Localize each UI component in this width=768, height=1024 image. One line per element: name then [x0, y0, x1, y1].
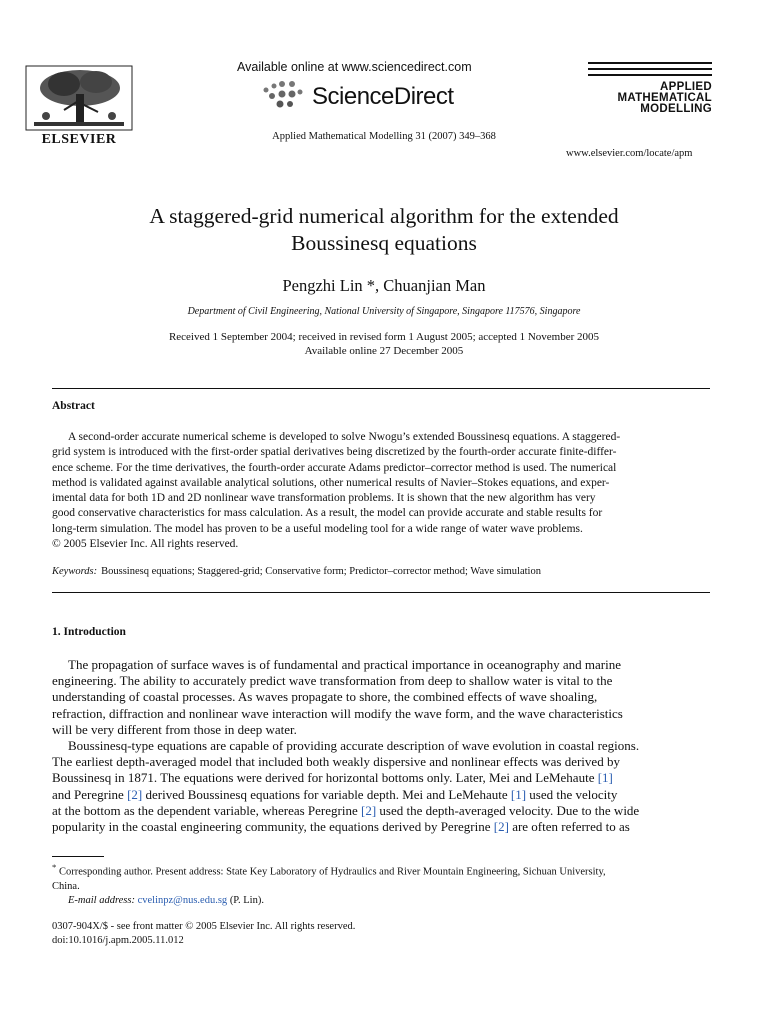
divider	[52, 592, 710, 593]
authors: Pengzhi Lin *, Chuanjian Man	[282, 276, 486, 295]
journal-logo	[588, 60, 712, 120]
copyright-line: © 2005 Elsevier Inc. All rights reserved.	[52, 538, 239, 551]
abstract-line: grid system is introduced with the first-order spatial derivatives being discretized by the fourth-order accurate finite-differ-	[52, 446, 617, 459]
abstract-line: method is validated against available analytical solutions, other numerical results of Navier–Stokes equations, and exper-	[52, 476, 610, 489]
received-dates: Received 1 September 2004; received in revised form 1 August 2005; accepted 1 November 2005	[168, 331, 600, 343]
doi-line[interactable]: doi:10.1016/j.apm.2005.11.012	[52, 935, 184, 946]
article-title	[60, 203, 708, 257]
keywords-list: Boussinesq equations; Staggered-grid; Conservative form; Predictor–corrector method; Wave simulation	[101, 566, 541, 577]
text-line: The propagation of surface waves is of fundamental and practical importance in oceanography and marine	[68, 657, 621, 672]
section-heading: 1. Introduction	[52, 626, 126, 638]
divider	[52, 388, 710, 389]
affiliation: Department of Civil Engineering, National University of Singapore, Singapore 117576, Singapore	[187, 306, 581, 317]
journal-logo-text	[617, 82, 712, 115]
footnote-text	[52, 860, 710, 880]
text-line	[52, 803, 710, 819]
available-online-text[interactable]: Available online at www.sciencedirect.com	[237, 60, 472, 74]
publisher-name: ELSEVIER	[41, 132, 117, 147]
text-line: engineering. The ability to accurately predict wave transformation from deep to shallow water is vital to the	[52, 673, 613, 689]
journal-logo-line: APPLIED	[660, 81, 712, 93]
journal-url[interactable]: www.elsevier.com/locate/apm	[566, 148, 693, 159]
citation-link[interactable]: [1]	[510, 786, 527, 802]
title-line: Boussinesq equations	[291, 231, 477, 255]
footnote-line: Corresponding author. Present address: State Key Laboratory of Hydraulics and River Mountain Engineering, Sichuan University,	[59, 866, 606, 878]
text-span: Boussinesq in 1871. The equations were derived for horizontal bottoms only. Later, Mei and LeMehaute	[52, 770, 595, 786]
citation-link[interactable]: [2]	[493, 819, 509, 835]
abstract-line: A second-order accurate numerical scheme is developed to solve Nwogu’s extended Boussinesq equations. A staggered-	[68, 431, 621, 443]
email-link[interactable]: cvelinpz@nus.edu.sg	[137, 894, 228, 906]
journal-logo-line: MATHEMATICAL	[617, 92, 712, 104]
text-span: derived Boussinesq equations for variable depth. Mei and LeMehaute	[145, 786, 508, 802]
footnote-divider	[52, 856, 104, 857]
sciencedirect-dots-icon	[260, 80, 310, 114]
text-line: refraction, diffraction and nonlinear wave interaction will modify the wave form, and the wave characteristics	[52, 705, 623, 721]
footnote-marker: *	[52, 862, 57, 872]
keywords-label: Keywords:	[52, 566, 98, 577]
abstract-line: ence scheme. For the time derivatives, the fourth-order accurate Adams predictor–corrector method is used. The numerical	[52, 461, 617, 474]
text-line	[52, 787, 710, 803]
text-line: will be very different from those in deep water.	[52, 721, 297, 737]
available-date: Available online 27 December 2005	[304, 345, 464, 357]
text-span: popularity in the coastal engineering community, the equations derived by Peregrine	[52, 819, 491, 835]
text-span: used the velocity	[529, 786, 618, 802]
page-footer	[52, 920, 355, 948]
citation-link[interactable]: [1]	[597, 770, 613, 786]
article-dates	[0, 330, 768, 358]
text-line	[52, 770, 710, 786]
email-line	[52, 894, 710, 908]
title-line: A staggered-grid numerical algorithm for the extended	[149, 204, 619, 228]
elsevier-tree-icon	[24, 64, 134, 132]
sciencedirect-logo[interactable]	[260, 80, 460, 116]
abstract-line: imental data for both 1D and 2D nonlinear wave transformation problems. It is shown that the new algorithm has very	[52, 492, 596, 505]
sciencedirect-wordmark: ScienceDirect	[312, 83, 454, 110]
text-line: Boussinesq-type equations are capable of providing accurate description of wave evolution in coastal regions.	[68, 738, 640, 753]
footnote-line: China.	[52, 880, 80, 892]
abstract-body	[52, 430, 710, 552]
footnote	[52, 860, 710, 908]
keywords	[52, 566, 710, 577]
abstract-line: long-term simulation. The model has proven to be a useful modeling tool for a wide range of water wave problems.	[52, 522, 583, 535]
abstract-heading: Abstract	[52, 400, 95, 412]
issn-line: 0307-904X/$ - see front matter © 2005 Elsevier Inc. All rights reserved.	[52, 921, 356, 932]
text-line	[52, 819, 710, 835]
email-suffix: (P. Lin).	[229, 894, 264, 906]
email-label: E-mail address:	[68, 894, 135, 906]
text-line: The earliest depth-averaged model that included both weakly dispersive and nonlinear effects was derived by	[52, 754, 620, 770]
text-span: and Peregrine	[52, 786, 124, 802]
citation-link[interactable]: [2]	[361, 802, 377, 818]
intro-paragraph-2	[52, 738, 710, 835]
journal-logo-line: MODELLING	[640, 103, 712, 115]
intro-paragraph-1	[52, 657, 710, 738]
text-span: at the bottom as the dependent variable, whereas Peregrine	[52, 802, 358, 818]
text-line: understanding of coastal processes. As waves propagate to shore, the combined effects of wave shoaling,	[52, 689, 598, 705]
text-span: used the depth-averaged velocity. Due to the wide	[379, 802, 640, 818]
text-span: are often referred to as	[512, 819, 630, 835]
citation-link[interactable]: [2]	[127, 786, 143, 802]
journal-citation: Applied Mathematical Modelling 31 (2007) 349–368	[272, 131, 496, 142]
abstract-line: good conservative characteristics for mass calculation. As a result, the model can provide accurate and stable results for	[52, 507, 603, 520]
